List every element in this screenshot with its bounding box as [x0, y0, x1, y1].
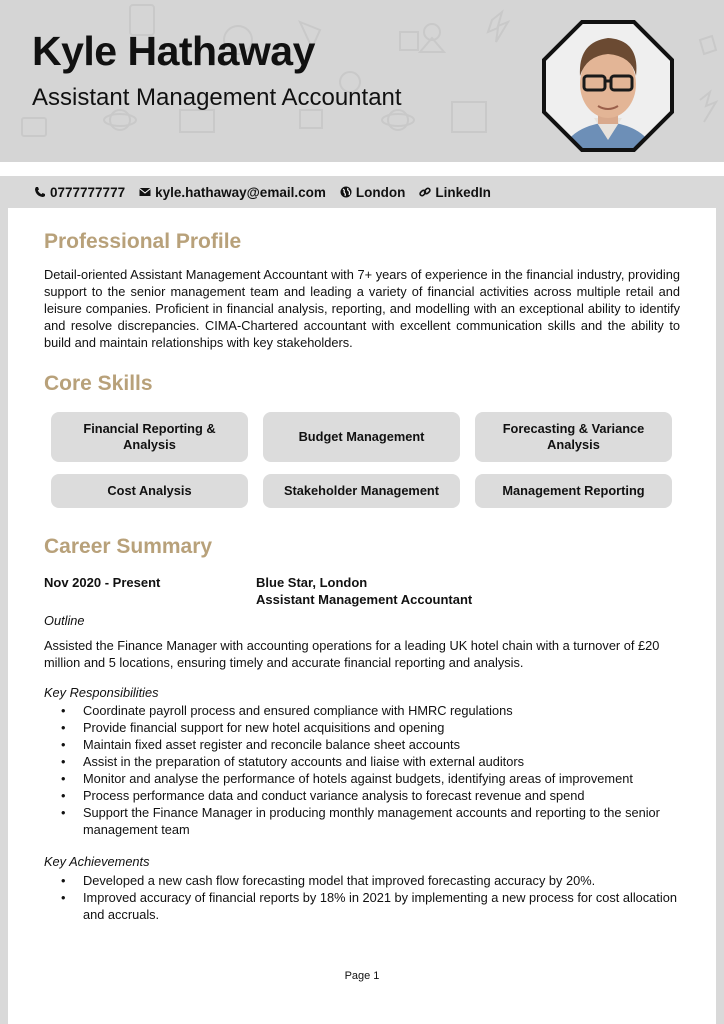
list-item-text: Coordinate payroll process and ensured compliance with HMRC regulations — [83, 703, 513, 718]
bullet-marker: • — [61, 754, 66, 769]
responsibilities-label: Key Responsibilities — [44, 685, 159, 700]
responsibilities-list — [44, 702, 684, 838]
contact-email[interactable] — [139, 185, 326, 200]
list-item — [44, 736, 684, 753]
skill-box: Budget Management — [263, 412, 460, 462]
bullet-marker: • — [61, 788, 66, 803]
contact-location[interactable] — [340, 185, 405, 200]
bullet-marker: • — [61, 737, 66, 752]
email-text: kyle.hathaway@email.com — [155, 184, 326, 200]
bullet-marker: • — [61, 805, 66, 820]
linkedin-text: LinkedIn — [435, 184, 491, 200]
skills-heading: Core Skills — [44, 372, 153, 395]
outline-text: Assisted the Finance Manager with accounting operations for a leading UK hotel chain with a turnover of £20 million and 5 locations, ensuring timely and accurate financial reporting and analysis. — [44, 638, 660, 670]
job-company: Blue Star, London — [256, 575, 368, 590]
bullet-marker: • — [61, 703, 66, 718]
skill-box: Stakeholder Management — [263, 474, 460, 508]
list-item-text: Provide financial support for new hotel acquisitions and opening — [83, 720, 445, 735]
list-item — [44, 872, 684, 889]
skill-box: Forecasting & Variance Analysis — [475, 412, 672, 462]
job-role: Assistant Management Accountant — [256, 592, 473, 607]
bullet-marker: • — [61, 720, 66, 735]
list-item — [44, 770, 684, 787]
list-item — [44, 702, 684, 719]
list-item-text: Improved accuracy of financial reports by 18% in 2021 by implementing a new process for cost allocation and accruals. — [83, 890, 677, 922]
profile-heading: Professional Profile — [44, 230, 242, 253]
contact-linkedin[interactable] — [419, 185, 491, 200]
contact-bar — [0, 176, 724, 208]
outline-label: Outline — [44, 613, 85, 628]
achievements-label: Key Achievements — [44, 854, 150, 869]
list-item — [44, 753, 684, 770]
achievements-list — [44, 872, 684, 923]
list-item-text: Support the Finance Manager in producing monthly management accounts and reporting to the senior management team — [83, 805, 660, 837]
bullet-marker: • — [61, 890, 66, 905]
skill-box: Cost Analysis — [51, 474, 248, 508]
list-item — [44, 804, 683, 838]
location-text: London — [355, 184, 406, 200]
bullet-marker: • — [61, 873, 66, 888]
career-heading: Career Summary — [44, 535, 213, 558]
list-item — [44, 889, 683, 923]
resume-header — [0, 0, 724, 162]
skill-box: Financial Reporting & Analysis — [51, 412, 248, 462]
header-gap — [0, 162, 724, 176]
link-icon — [419, 186, 431, 198]
candidate-name: Kyle Hathaway — [32, 28, 315, 74]
candidate-title: Assistant Management Accountant — [32, 84, 402, 111]
job-dates: Nov 2020 - Present — [44, 575, 161, 590]
resume-page — [8, 208, 716, 1024]
list-item — [44, 787, 684, 804]
profile-photo — [540, 18, 676, 154]
list-item-text: Developed a new cash flow forecasting model that improved forecasting accuracy by 20%. — [83, 873, 596, 888]
page-number: Page 1 — [344, 970, 380, 982]
list-item-text: Process performance data and conduct variance analysis to forecast revenue and spend — [83, 788, 585, 803]
phone-icon — [34, 186, 46, 198]
globe-icon — [340, 186, 352, 198]
list-item-text: Monitor and analyse the performance of hotels against budgets, identifying areas of improvement — [83, 771, 633, 786]
bullet-marker: • — [61, 771, 66, 786]
profile-text: Detail-oriented Assistant Management Accountant with 7+ years of experience in the financial industry, providing support to the senior management team and leading a variety of financial activities across multiple retail and leisure companies. Proficient in financial analysis, reporting, and modelling with an exceptional ability to identify and resolve discrepancies. CIMA-Chartered accountant with excellent communication skills and the ability to build and maintain relationships with key stakeholders. — [44, 267, 680, 350]
skill-box: Management Reporting — [475, 474, 672, 508]
envelope-icon — [139, 186, 151, 198]
list-item-text: Assist in the preparation of statutory accounts and liaise with external auditors — [83, 754, 525, 769]
contact-phone[interactable] — [34, 185, 125, 200]
list-item-text: Maintain fixed asset register and reconcile balance sheet accounts — [83, 737, 461, 752]
list-item — [44, 719, 684, 736]
phone-text: 0777777777 — [50, 184, 126, 200]
